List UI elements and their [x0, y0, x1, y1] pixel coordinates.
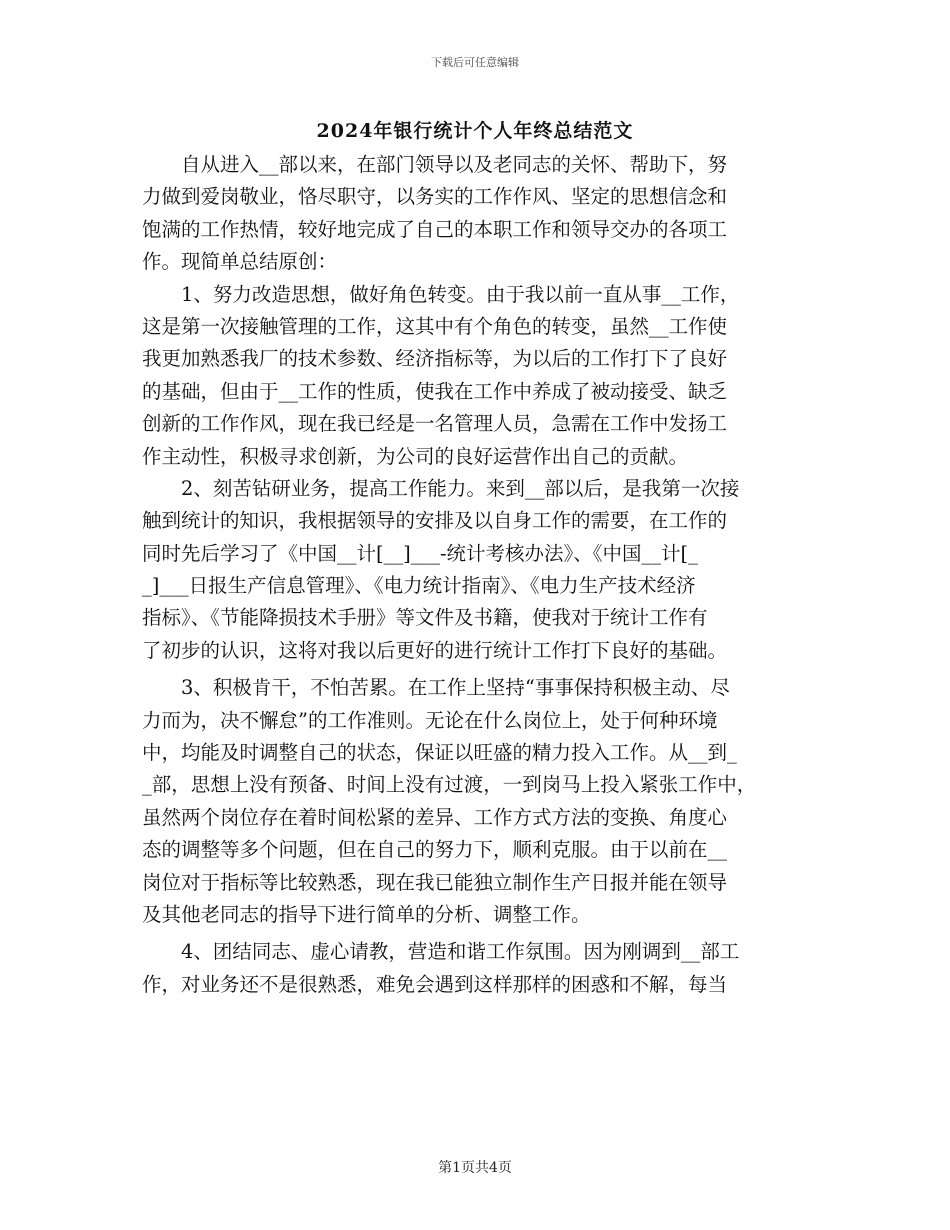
body-line: 饱满的工作热情，较好地完成了自己的本职工作和领导交办的各项工: [142, 217, 728, 241]
body-line: _]___日报生产信息管理》、《电力统计指南》、《电力生产技术经济: [142, 574, 696, 598]
body-line: 作主动性，积极寻求创新，为公司的良好运营作出自己的贡献。: [142, 444, 689, 468]
body-line: 虽然两个岗位存在着时间松紧的差异、工作方式方法的变换、角度心: [142, 805, 728, 829]
body-line: 3、积极肯干，不怕苦累。在工作上坚持“事事保持积极主动、尽: [142, 676, 730, 700]
body-line: 我更加熟悉我厂的技术参数、经济指标等，为以后的工作打下了良好: [142, 347, 728, 371]
body-line: 中，均能及时调整自己的状态，保证以旺盛的精力投入工作。从__到_: [142, 741, 737, 765]
body-line: 作，对业务还不是很熟悉，难免会遇到这样那样的困惑和不解，每当: [142, 972, 728, 996]
body-line: 岗位对于指标等比较熟悉，现在我已能独立制作生产日报并能在领导: [142, 870, 728, 894]
body-line: 自从进入__部以来，在部门领导以及老同志的关怀、帮助下，努: [142, 153, 728, 176]
body-line: 了初步的认识，这将对我以后更好的进行统计工作打下良好的基础。: [142, 638, 728, 662]
page-header-note: 下载后可任意编辑: [431, 56, 519, 69]
body-line: 及其他老同志的指导下进行简单的分析、调整工作。: [142, 902, 591, 926]
body-line: 的基础，但由于__工作的性质，使我在工作中养成了被动接受、缺乏: [142, 379, 728, 403]
body-line: 4、团结同志、虚心请教，营造和谐工作氛围。因为刚调到__部工: [142, 940, 740, 964]
body-line: 1、努力改造思想，做好角色转变。由于我以前一直从事__工作，: [142, 282, 740, 306]
body-line: 2、刻苦钻研业务，提高工作能力。来到__部以后，是我第一次接: [142, 476, 740, 500]
document-title: 2024年银行统计个人年终总结范文: [316, 120, 634, 142]
body-line: 触到统计的知识，我根据领导的安排及以自身工作的需要，在工作的: [142, 509, 728, 533]
body-line: 同时先后学习了《中国__计[__]___-统计考核办法》、《中国__计[_: [142, 541, 698, 565]
body-line: 力而为，决不懈怠”的工作准则。无论在什么岗位上，处于何种环境: [142, 708, 718, 732]
body-line: 这是第一次接触管理的工作，这其中有个角色的转变，虽然__工作使: [142, 314, 728, 338]
body-line: 力做到爱岗敬业，恪尽职守，以务实的工作作风、坚定的思想信念和: [142, 185, 728, 209]
body-line: 态的调整等多个问题，但在自己的努力下，顺利克服。由于以前在__: [142, 838, 728, 862]
document-body: [142, 149, 822, 1001]
body-line: 作。现简单总结原创：: [142, 250, 338, 274]
page-number-footer: 第1页共4页: [438, 1160, 512, 1176]
body-line: 指标》、《节能降损技术手册》等文件及书籍，使我对于统计工作有: [142, 606, 708, 630]
body-line: 创新的工作作风，现在我已经是一名管理人员，急需在工作中发扬工: [142, 412, 728, 436]
body-line: _部，思想上没有预备、时间上没有过渡，一到岗马上投入紧张工作中，: [142, 773, 757, 797]
